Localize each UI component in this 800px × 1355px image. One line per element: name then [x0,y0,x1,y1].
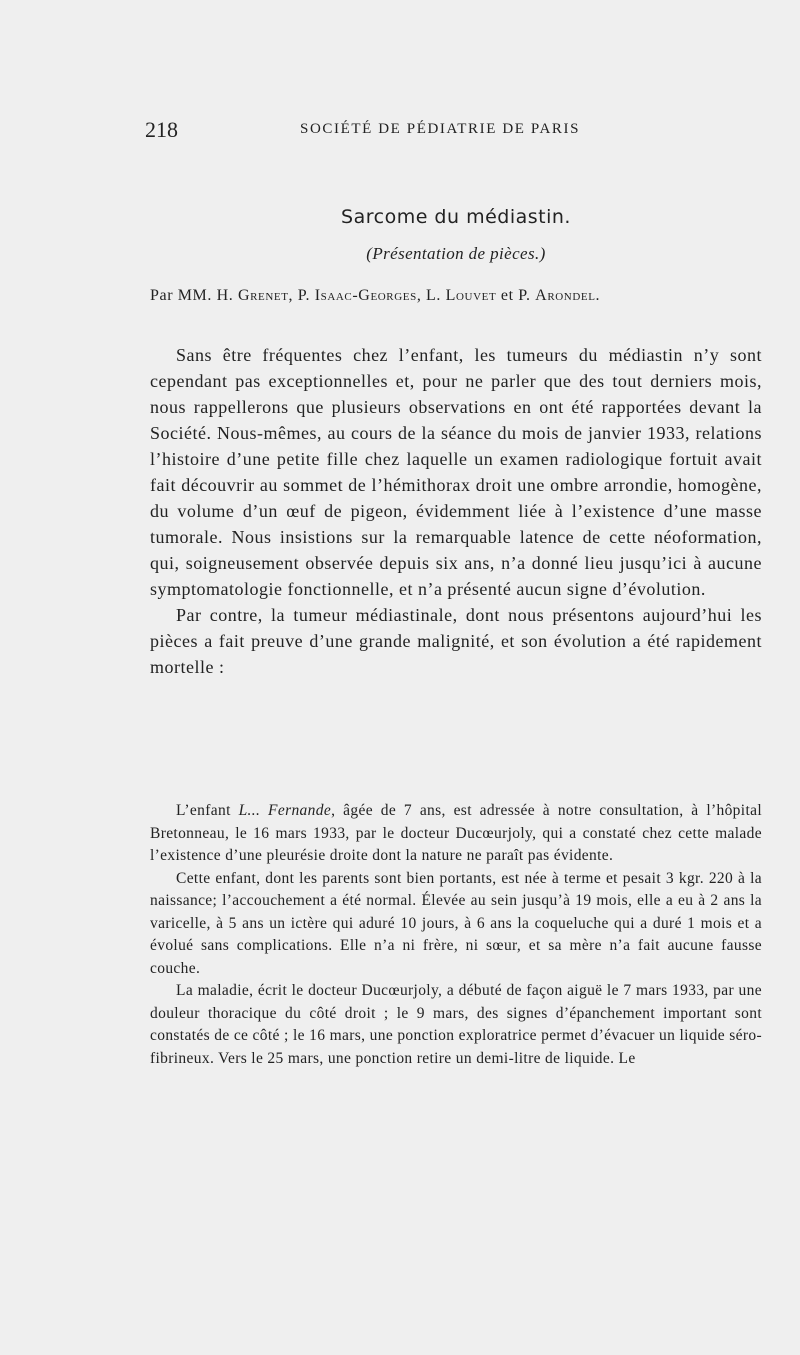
article-subtitle: (Présentation de pièces.) [366,244,546,263]
running-title: SOCIÉTÉ DE PÉDIATRIE DE PARIS [300,121,581,137]
case-paragraph [150,800,762,868]
author-arondel: Arondel [535,287,596,304]
body-text [150,342,762,680]
author-separator: et P. [496,287,531,304]
authors-prefix: Par MM. H. [150,287,234,304]
author-separator: , P. [288,287,311,304]
author-isaac-georges: Isaac-Georges [314,287,417,304]
case-paragraph: Cette enfant, dont les parents sont bien portants, est née à terme et pesait 3 kgr. 220 à la naissance; l’accouchement a été normal. Élevée au sein jusqu’à 19 mois, elle a eu à 2 ans la varicelle, à 5 ans un ictère qui aduré 10 jours, à 6 ans la coqueluche qui a duré 1 mois et a évolué sans complications. Elle n’a ni frère, ni sœur, et sa mère n’a fait aucune fausse couche. [150,869,762,977]
page-number: 218 [145,117,178,142]
patient-name: L... Fernande [238,802,332,819]
body-paragraph: Sans être fréquentes chez l’enfant, les tumeurs du médiastin n’y sont cependant pas exceptionnelles et, pour ne parler que des tout derniers mois, nous rappellerons que plusieurs observations en ont été rapportées devant la Société. Nous-mêmes, au cours de la séance du mois de janvier 1933, relations l’histoire d’une petite fille chez laquelle un examen radiologique fortuit avait fait découvrir au sommet de l’hémithorax droit une ombre arrondie, homogène, du volume d’un œuf de pigeon, évidemment liée à l’existence d’une masse tumorale. Nous insistions sur la remarquable latence de cette néoformation, qui, soigneusement observée depuis six ans, n’a donné lieu jusqu’ici à aucune symptomatologie fonctionnelle, et n’a présenté aucun signe d’évolution. [150,345,762,599]
case-intro-rest: , âgée de 7 ans, est adressée à notre consultation, à l’hôpital Bretonneau, le 16 mars 1933, par le docteur Ducœurjoly, qui a constaté chez cette malade l’existence d’une pleurésie droite dont la nature ne paraît pas évidente. [150,802,762,864]
page-header [145,117,765,147]
body-paragraph: Par contre, la tumeur médiastinale, dont nous présentons aujourd’hui les pièces a fait preuve d’une grande malignité, et son évolution a été rapidement mortelle : [150,605,762,677]
case-intro: L’enfant [176,802,239,819]
author-grenet: Grenet [237,287,289,304]
author-separator: , L. [416,287,442,304]
author-line [150,287,770,305]
authors-suffix: . [595,287,601,304]
case-paragraph: La maladie, écrit le docteur Ducœurjoly, a débuté de façon aiguë le 7 mars 1933, par une douleur thoracique du côté droit ; le 9 mars, des signes d’épanchement important sont constatés de ce côté ; le 16 mars, une ponction exploratrice permet d’évacuer un liquide séro-fibrineux. Vers le 25 mars, une ponction retire un demi-litre de liquide. Le [150,982,762,1067]
article-title: Sarcome du médiastin. [341,206,571,228]
author-louvet: Louvet [445,287,497,304]
case-notes [150,800,762,1070]
